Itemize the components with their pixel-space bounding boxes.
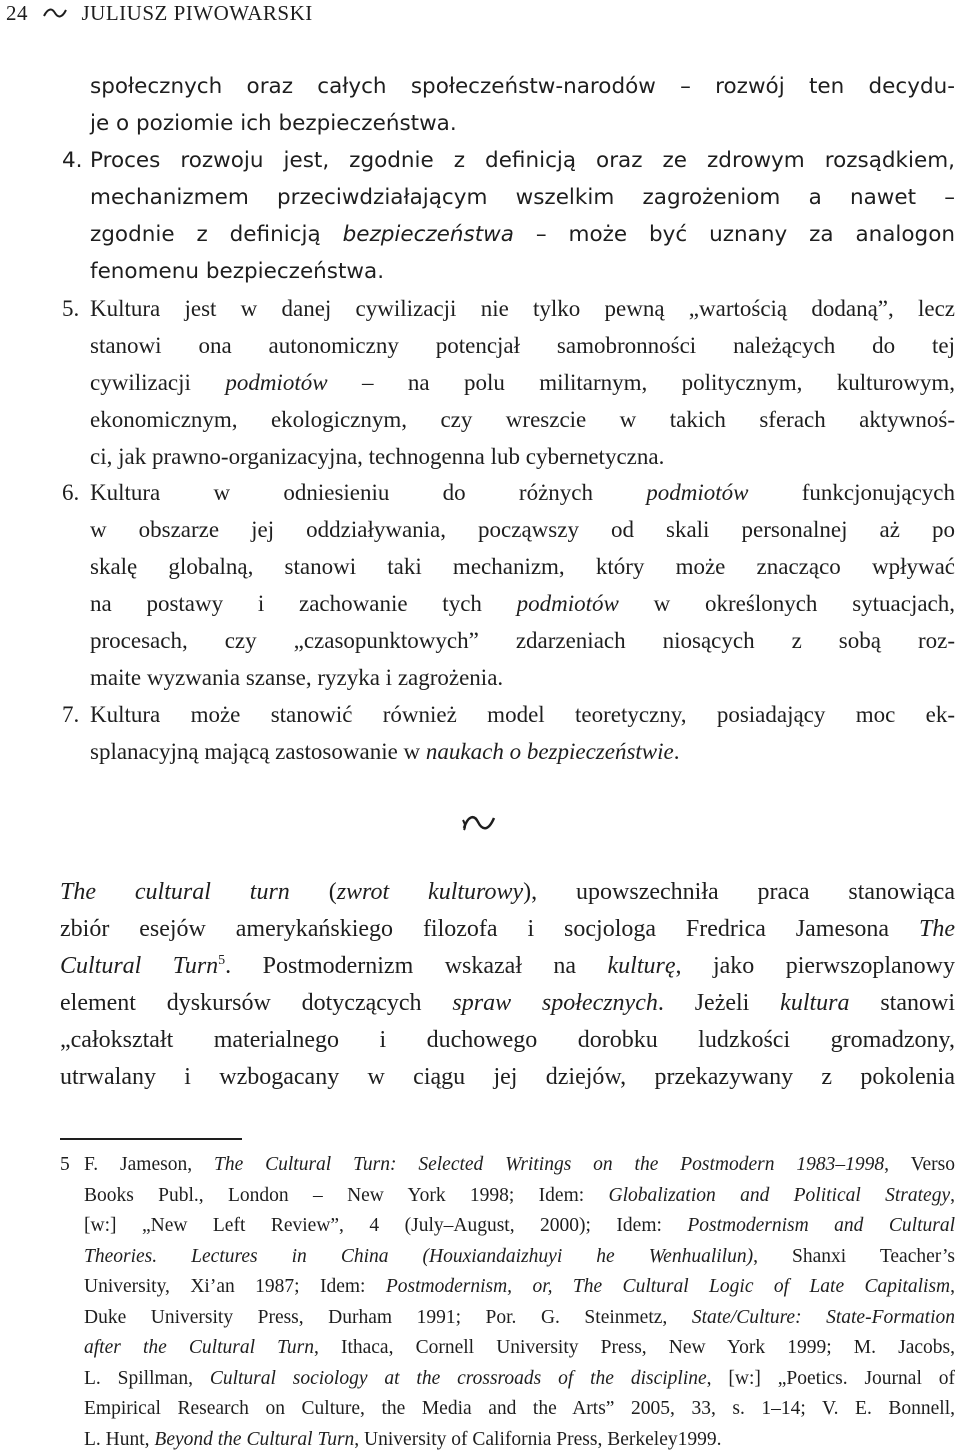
text-line: splanacyjną mającą zastosowanie w naukach o bezpieczeństwie. — [90, 739, 680, 764]
text-line: fenomenu bezpieczeństwa. — [90, 259, 385, 284]
footnote-ref[interactable]: 5 — [218, 953, 226, 968]
text-line: Proces rozwoju jest, zgodnie z definicją oraz ze zdrowym rozsądkiem, — [90, 148, 955, 173]
item-number: 5. — [62, 296, 80, 321]
text-line: F. Jameson, The Cultural Turn: Selected Writings on the Postmodern 1983–1998, Verso — [84, 1154, 955, 1175]
text-line: zbiór esejów amerykańskiego filozofa i socjologa Fredrica Jamesona The — [60, 916, 955, 942]
item-number: 4. — [62, 148, 83, 173]
text-line: cywilizacji podmiotów – na polu militarnym, politycznym, kulturowym, — [90, 370, 955, 395]
item-number: 7. — [62, 702, 80, 727]
text-line: zgodnie z definicją bezpieczeństwa – może być uznany za analogon — [90, 222, 955, 247]
text-line: ci, jak prawno-organizacyjna, technogenna lub cybernetyczna. — [90, 444, 665, 469]
list-item-7 — [62, 696, 955, 770]
running-header — [6, 0, 313, 26]
list-item-6 — [62, 474, 955, 696]
text-line: skalę globalną, stanowi taki mechanizm, który może znacząco wpływać — [90, 554, 955, 579]
author-name: JULIUSZ PIWOWARSKI — [81, 1, 313, 25]
text-line: „całokształt materialnego i duchowego dorobku ludzkości gromadzony, — [60, 1027, 955, 1053]
text-line: Kultura jest w danej cywilizacji nie tylko pewną „wartością dodaną”, lecz — [90, 296, 955, 321]
text-line: Kultura w odniesieniu do różnych podmiotów funkcjonujących — [90, 480, 955, 505]
text-line: Cultural Turn$^5$. Postmodernizm wskazał na kulturę, jako pierwszoplanowy — [60, 953, 956, 979]
text-line: społecznych oraz całych społeczeństw-narodów – rozwój ten decydu- — [90, 74, 955, 99]
list-item-5 — [62, 290, 955, 475]
footnote — [60, 1150, 955, 1455]
text-line: na postawy i zachowanie tych podmiotów w określonych sytuacjach, — [90, 591, 956, 616]
footnote-number: 5 — [60, 1154, 70, 1175]
text-line: after the Cultural Turn, Ithaca, Cornell University Press, New York 1999; M. Jacobs, — [84, 1337, 955, 1358]
text-line: Duke University Press, Durham 1991; Por. G. Steinmetz, State/Culture: State-Formation — [84, 1306, 956, 1328]
text-line: L. Hunt, Beyond the Cultural Turn, University of California Press, Berkeley1999. — [84, 1428, 722, 1450]
list-item-continuation — [62, 68, 955, 142]
text-line: w obszarze jej oddziaływania, począwszy od skali personalnej aż po — [90, 517, 955, 542]
section-ornament-icon — [460, 808, 500, 838]
text-line: Empirical Research on Culture, the Media and the Arts” 2005, 33, s. 1–14; V. E. Bonnell, — [84, 1398, 955, 1419]
text-line: procesach, czy „czasopunktowych” zdarzeniach niosących z sobą roz- — [90, 628, 955, 653]
text-line: Books Publ., London – New York 1998; Idem: Globalization and Political Strategy, — [84, 1184, 955, 1206]
text-line: [w:] „New Left Review”, 4 (July–August, 2000); Idem: Postmodernism and Cultural — [84, 1215, 955, 1236]
text-line: Kultura może stanowić również model teoretyczny, posiadający moc ek- — [90, 702, 955, 727]
list-item-4 — [62, 142, 955, 290]
text-line: maite wyzwania szanse, ryzyka i zagrożenia. — [90, 665, 504, 690]
text-line: L. Spillman, Cultural sociology at the crossroads of the discipline, [w:] „Poetics. Journal of — [84, 1367, 955, 1389]
text-line: Theories. Lectures in China (Houxiandaizhuyi he Wenhualilun), Shanxi Teacher’s — [84, 1245, 955, 1267]
text-line: ekonomicznym, ekologicznym, czy wreszcie w takich sferach aktywnoś- — [90, 407, 955, 432]
body-paragraph — [60, 874, 955, 1096]
text-line: element dyskursów dotyczących spraw społecznych. Jeżeli kultura stanowi — [60, 990, 955, 1016]
header-ornament-icon — [42, 0, 68, 26]
text-line: University, Xi’an 1987; Idem: Postmodernism, or, The Cultural Logic of Late Capitalism, — [84, 1276, 955, 1297]
text-line: stanowi ona autonomiczny potencjał samobronności należących do tej — [90, 333, 955, 358]
page-number: 24 — [6, 1, 28, 25]
footnote-separator — [60, 1138, 242, 1140]
text-line: The cultural turn (zwrot kulturowy), upowszechniła praca stanowiąca — [60, 879, 955, 905]
text-line: utrwalany i wzbogacany w ciągu jej dziejów, przekazywany z pokolenia — [60, 1064, 955, 1090]
text-line: je o poziomie ich bezpieczeństwa. — [90, 111, 457, 136]
item-number: 6. — [62, 480, 80, 505]
text-line: mechanizmem przeciwdziałającym wszelkim zagrożeniom a nawet – — [90, 185, 955, 210]
